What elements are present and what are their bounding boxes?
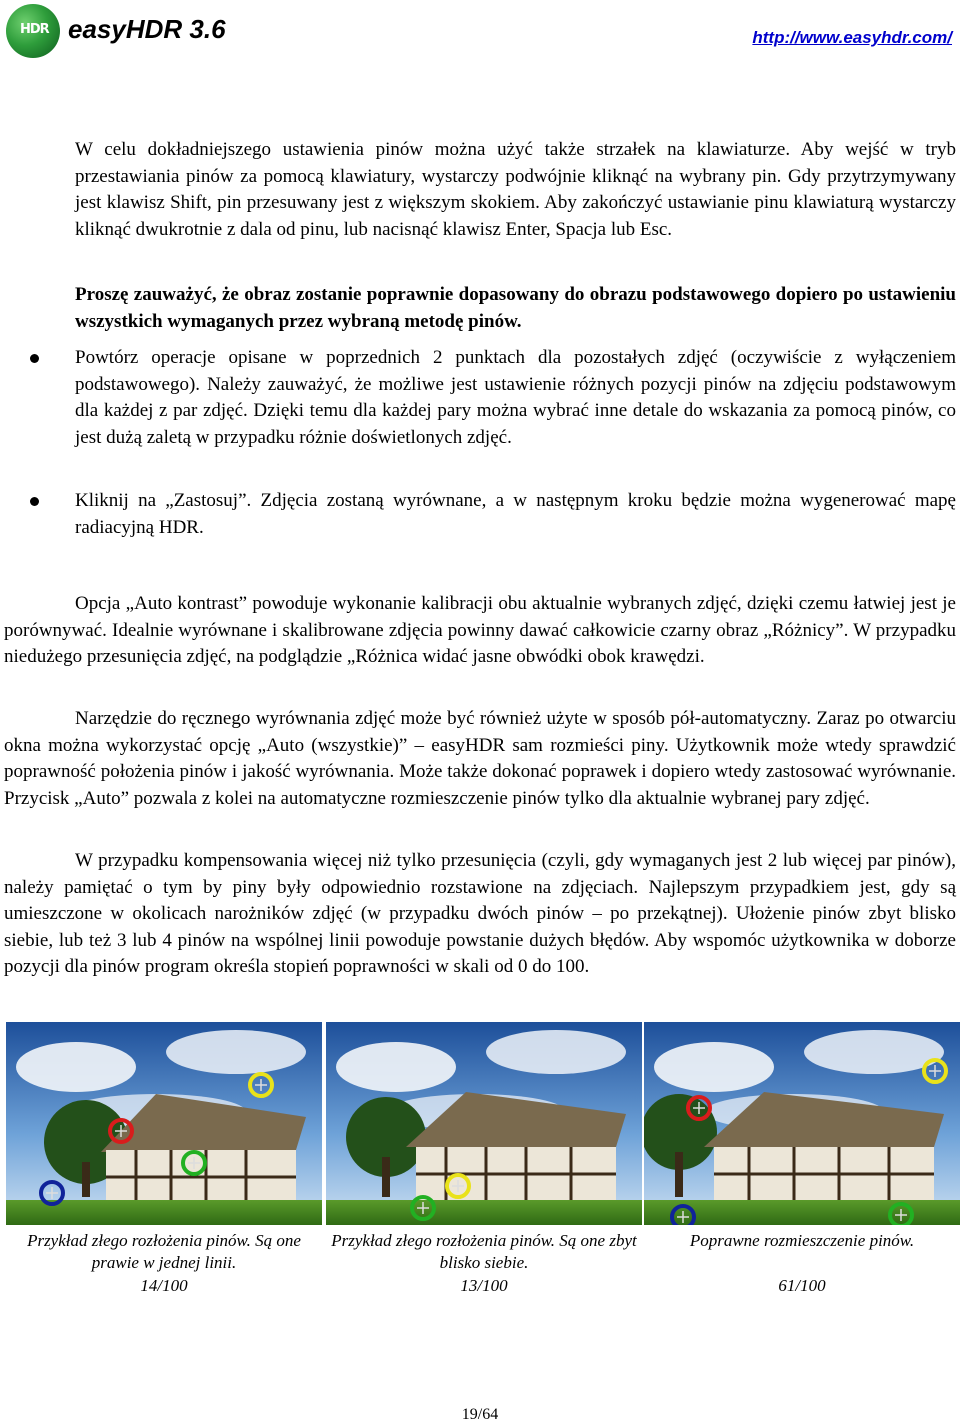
- figure-score: 14/100: [140, 1276, 188, 1295]
- app-title: easyHDR 3.6: [68, 14, 226, 44]
- pin-marker-icon: [41, 1074, 272, 1204]
- figure-caption: Przykład złego rozłożenia pinów. Są one prawie w jednej linii.: [27, 1231, 301, 1272]
- figure-score: 61/100: [778, 1276, 826, 1295]
- example-image-bad-close: [326, 1022, 642, 1225]
- easyhdr-logo-icon: [6, 4, 60, 58]
- paragraph-auto-contrast: Opcja „Auto kontrast” powoduje wykonanie kalibracji obu aktualnie wybranych zdjęć, dzięki czemu łatwiej jest je porównywać. Idealnie wyrównane i skalibrowane zdjęcia powinny dawać całkowicie czarny obraz „Różnicy”. W przypadku niedużego przesunięcia zdjęć, na podglądzie „Różnica widać jasne obwódki obok krawędzi.: [4, 593, 956, 667]
- pin-marker-icon: [672, 1060, 946, 1225]
- example-image-good: [644, 1022, 960, 1225]
- logo-text: HDR: [20, 22, 49, 37]
- figure-caption: Poprawne rozmieszczenie pinów.: [689, 1231, 915, 1250]
- paragraph-pin-placement: W przypadku kompensowania więcej niż tylko przesunięcia (czyli, gdy wymaganych jest 2 lub więcej par pinów), należy pamiętać o tym by piny były odpowiednio rozstawione na zdjęciach. Najlepszym przypadkiem jest, gdy są umieszczone w okolicach narożników zdjęć (w przypadku dwóch pinów – po przekątnej). Ułożenie pinów zbyt blisko siebie, lub też 3 lub 4 pinów na wspólnej linii powoduje powstanie dużych błędów. Aby wspomóc użytkownika w doborze pozycji dla pinów program określa stopień poprawności w skali od 0 do 100.: [4, 850, 956, 977]
- pin-marker-icon: [412, 1175, 469, 1219]
- website-link[interactable]: http://www.easyhdr.com/: [752, 28, 952, 47]
- paragraph-keyboard-pins: W celu dokładniejszego ustawienia pinów można użyć także strzałek na klawiaturze. Aby wejść w tryb przestawiania pinów za pomocą klawiatury, wystarczy podwójnie kliknąć na wybrany pin. Gdy przytrzymywany jest klawisz Shift, pin przesuwany jest z większym skokiem. Aby zakończyć ustawianie pinu klawiaturą wystarczy kliknąć dwukrotnie z dala od pinu, lub nacisnąć klawisz Enter, Spacja lub Esc.: [75, 139, 956, 240]
- figure-caption: Przykład złego rozłożenia pinów. Są one zbyt blisko siebie.: [331, 1231, 637, 1272]
- paragraph-note-bold: Proszę zauważyć, że obraz zostanie poprawnie dopasowany do obrazu podstawowego dopiero po ustawieniu wszystkich wymaganych przez wybraną metodę pinów.: [75, 284, 956, 332]
- paragraph-semi-auto: Narzędzie do ręcznego wyrównania zdjęć może być również użyte w sposób pół-automatyczny. Zaraz po otwarciu okna można wykorzystać opcję „Auto (wszystkie)” – easyHDR sam rozmieści piny. Użytkownik może wtedy sprawdzić poprawność położenia pinów i jakość wyrównania. Może także dokonać poprawek i dopiero wtedy zastosować wyrównanie. Przycisk „Auto” pozwala z kolei na automatyczne rozmieszczenie pinów tylko dla aktualnie wybranej pary zdjęć.: [4, 708, 956, 809]
- example-image-bad-line: [6, 1022, 322, 1225]
- bullet-icon: [30, 497, 39, 506]
- bullet-item-apply: Kliknij na „Zastosuj”. Zdjęcia zostaną wyrównane, a w następnym kroku będzie można wygenerować mapę radiacyjną HDR.: [75, 490, 956, 538]
- bullet-item-repeat: Powtórz operacje opisane w poprzednich 2 punktach dla pozostałych zdjęć (oczywiście z wyłączeniem podstawowego). Należy zauważyć, że możliwe jest ustawienie różnych pozycji pinów na zdjęciu podstawowym dla każdej z par zdjęć. Dzięki temu dla każdej pary można wybrać inne detale do wskazania za pomocą pinów, co jest dużą zaletą w przypadku różnie doświetlonych zdjęć.: [75, 347, 956, 448]
- figure-score: 13/100: [460, 1276, 508, 1295]
- bullet-icon: [30, 354, 39, 363]
- page-number: 19/64: [461, 1406, 499, 1423]
- page-header: [0, 0, 960, 70]
